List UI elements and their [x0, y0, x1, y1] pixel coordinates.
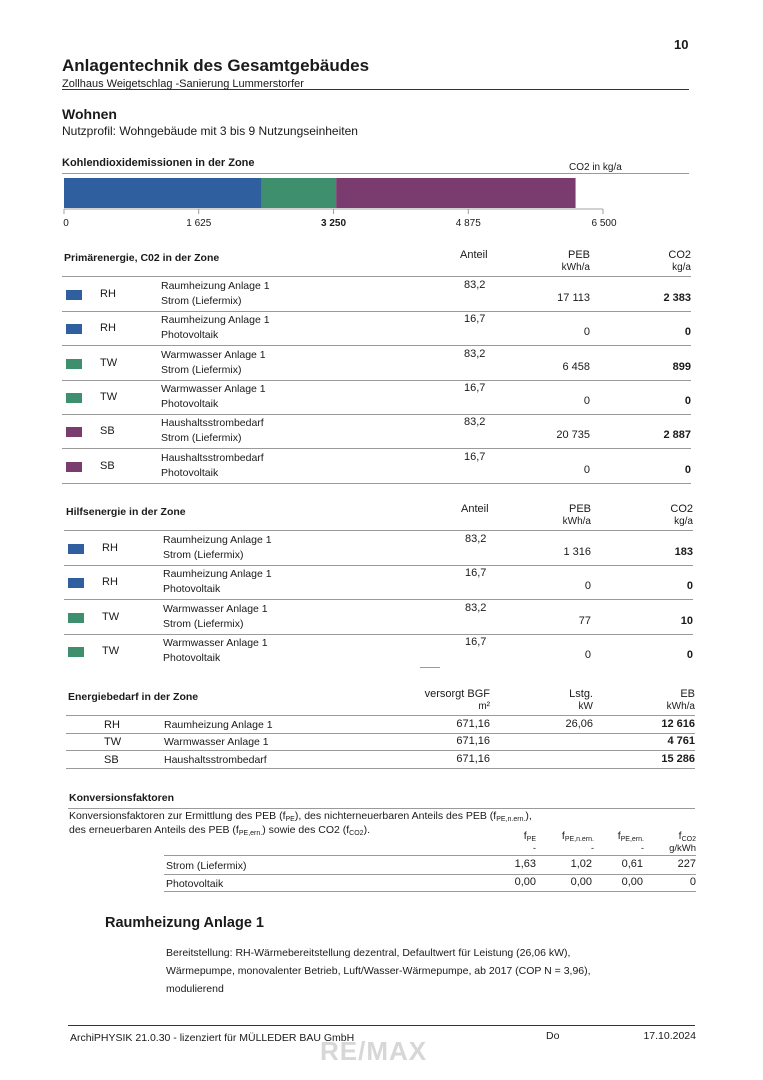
- row-divider: [64, 565, 693, 566]
- demand-col-bgf: versorgt BGF: [424, 688, 490, 700]
- row-eb: 12 616: [661, 718, 695, 730]
- row-code: RH: [100, 322, 116, 335]
- demand-col-eb-unit: kWh/a: [666, 701, 695, 712]
- row-fco2: 227: [677, 858, 696, 870]
- row-code: SB: [100, 459, 115, 472]
- row-anteil: 16,7: [465, 635, 487, 648]
- row-label-line2: Strom (Liefermix): [161, 432, 242, 445]
- row-fco2: 0: [689, 875, 696, 888]
- zone-profile: Nutzprofil: Wohngebäude mit 3 bis 9 Nutzungseinheiten: [62, 124, 358, 138]
- color-swatch: [68, 578, 84, 588]
- row-label-line2: Photovoltaik: [161, 397, 219, 410]
- row-anteil: 83,2: [464, 279, 486, 291]
- row-peb: 0: [584, 648, 591, 661]
- aux-col-anteil: Anteil: [461, 503, 489, 515]
- primary-col-co2-unit: kg/a: [672, 262, 691, 273]
- remax-watermark: RE/MAX: [320, 1036, 428, 1066]
- row-code: RH: [102, 542, 118, 554]
- row-code: TW: [104, 736, 122, 749]
- row-anteil: 83,2: [465, 533, 487, 545]
- conv-head-fpe-nern: fPE,n.ern.: [561, 830, 594, 843]
- row-bgf: 671,16: [456, 735, 490, 748]
- color-swatch: [68, 613, 84, 623]
- conv-head-fpe: fPE: [523, 830, 536, 843]
- color-swatch: [68, 544, 84, 554]
- primary-col-anteil: Anteil: [460, 249, 488, 261]
- conv-head-fco2: fCO2: [678, 830, 696, 843]
- row-label-line2: Photovoltaik: [163, 583, 221, 596]
- x-tick-label: 3 250: [320, 218, 347, 229]
- row-anteil: 16,7: [465, 567, 487, 580]
- row-fpe-ern: 0,00: [621, 875, 643, 888]
- row-label: Raumheizung Anlage 1: [164, 719, 273, 731]
- row-divider: [62, 414, 691, 415]
- row-anteil: 83,2: [464, 416, 486, 429]
- row-label-line1: Haushaltsstrombedarf: [161, 451, 264, 464]
- conv-head-fpe-ern: fPE,ern.: [617, 830, 644, 843]
- demand-col-bgf-unit: m²: [478, 701, 490, 712]
- zone-name: Wohnen: [62, 106, 117, 122]
- page-subtitle: Zollhaus Weigetschlag -Sanierung Lummerstorfer: [62, 78, 304, 90]
- row-peb: 20 735: [556, 429, 590, 442]
- row-peb: 0: [584, 580, 591, 593]
- x-tick-label: 0: [63, 218, 69, 229]
- row-label-line1: Warmwasser Anlage 1: [161, 382, 266, 395]
- row-bgf: 671,16: [456, 718, 490, 730]
- row-co2: 2 887: [663, 429, 691, 442]
- row-co2: 0: [684, 463, 691, 476]
- row-code: RH: [104, 719, 120, 731]
- row-fpe-nern: 1,02: [570, 858, 592, 870]
- row-label-line1: Raumheizung Anlage 1: [163, 568, 272, 581]
- conv-head-fpe-ern-unit: -: [641, 843, 644, 853]
- conv-head-fco2-unit: g/kWh: [669, 843, 696, 854]
- aux-head-rule: [64, 530, 693, 531]
- row-fpe: 1,63: [514, 858, 536, 870]
- row-label-line1: Warmwasser Anlage 1: [161, 348, 266, 361]
- row-peb: 0: [583, 394, 590, 407]
- row-divider: [62, 448, 691, 449]
- color-swatch: [66, 359, 82, 369]
- row-label-line2: Strom (Liefermix): [163, 549, 244, 561]
- footer-day: Do: [546, 1030, 560, 1042]
- row-divider: [62, 483, 691, 484]
- conversion-desc-line1: Konversionsfaktoren zur Ermittlung des PEB (fPE), des nichterneuerbaren Anteils des PEB (fPE,n.ern.),: [69, 810, 532, 823]
- row-peb: 6 458: [562, 360, 590, 373]
- footer-software: ArchiPHYSIK 21.0.30 - lizenziert für MÜLLEDER BAU GmbH: [70, 1032, 355, 1044]
- row-peb: 0: [583, 326, 590, 339]
- color-swatch: [66, 462, 82, 472]
- row-label-line1: Raumheizung Anlage 1: [161, 314, 270, 327]
- row-label: Photovoltaik: [166, 877, 224, 890]
- aux-col-co2: CO2: [670, 503, 693, 515]
- primary-col-peb-unit: kWh/a: [561, 262, 590, 273]
- bar-segment-sb: [336, 178, 575, 208]
- co2-chart-title: Kohlendioxidemissionen in der Zone: [62, 157, 255, 169]
- row-co2: 0: [686, 580, 693, 593]
- co2-unit-label: CO2 in kg/a: [569, 162, 622, 173]
- row-label-line2: Photovoltaik: [161, 329, 219, 342]
- row-peb: 77: [578, 614, 591, 627]
- row-bgf: 671,16: [456, 752, 490, 765]
- row-label: Strom (Liefermix): [166, 860, 247, 872]
- row-divider: [66, 750, 695, 751]
- row-co2: 0: [684, 326, 691, 339]
- system-line-3: modulierend: [166, 983, 224, 995]
- row-label-line2: Photovoltaik: [161, 466, 219, 479]
- footer-date: 17.10.2024: [643, 1030, 696, 1042]
- conversion-rule: [68, 808, 695, 809]
- row-eb: 4 761: [667, 735, 695, 748]
- row-eb: 15 286: [661, 752, 695, 765]
- row-fpe: 0,00: [514, 875, 536, 888]
- row-code: TW: [100, 356, 118, 369]
- demand-col-lstg-unit: kW: [578, 701, 593, 712]
- row-divider: [66, 733, 695, 734]
- color-swatch: [68, 647, 84, 657]
- demand-head-rule: [66, 715, 695, 716]
- color-swatch: [66, 324, 82, 334]
- footer-rule: [68, 1025, 695, 1026]
- row-fpe-nern: 0,00: [570, 875, 592, 888]
- system-line-2: Wärmepumpe, monovalenter Betrieb, Luft/Wasser-Wärmepumpe, ab 2017 (COP N = 3,96),: [166, 965, 591, 977]
- row-divider: [164, 891, 696, 892]
- row-code: TW: [102, 610, 120, 623]
- x-tick-label: 1 625: [186, 218, 212, 229]
- row-code: RH: [102, 576, 118, 589]
- row-anteil: 83,2: [464, 347, 486, 360]
- demand-col-eb: EB: [680, 688, 695, 700]
- row-co2: 10: [680, 614, 693, 627]
- page-title: Anlagentechnik des Gesamtgebäudes: [62, 56, 370, 75]
- row-co2: 0: [684, 394, 691, 407]
- row-divider: [64, 599, 693, 600]
- page-number: 10: [674, 37, 689, 52]
- row-label-line1: Raumheizung Anlage 1: [161, 280, 270, 292]
- row-label-line1: Haushaltsstrombedarf: [161, 417, 264, 430]
- x-tick-label: 6 500: [591, 218, 617, 229]
- x-tick-label: 4 875: [455, 218, 481, 229]
- header-rule: [62, 89, 689, 90]
- row-code: SB: [100, 425, 115, 438]
- row-co2: 183: [674, 546, 693, 558]
- conv-head-fpe-unit: -: [533, 843, 536, 853]
- conversion-desc-line2: des erneuerbaren Anteils des PEB (fPE,ern.) sowie des CO2 (fCO2).: [69, 824, 370, 837]
- row-divider: [62, 311, 691, 312]
- bar-segment-rh: [64, 178, 262, 208]
- primary-section-title: Primärenergie, C02 in der Zone: [64, 252, 220, 264]
- row-peb: 0: [583, 463, 590, 476]
- row-co2: 2 383: [663, 292, 691, 304]
- row-label-line1: Raumheizung Anlage 1: [163, 534, 272, 546]
- row-peb: 1 316: [563, 546, 591, 558]
- demand-col-lstg: Lstg.: [569, 688, 593, 700]
- row-anteil: 16,7: [464, 381, 486, 394]
- row-fpe-ern: 0,61: [621, 858, 643, 870]
- system-line-1: Bereitstellung: RH-Wärmebereitstellung dezentral, Defaultwert für Leistung (26,06 kW),: [166, 947, 571, 959]
- row-code: TW: [102, 644, 120, 657]
- row-label-line1: Warmwasser Anlage 1: [163, 636, 268, 649]
- row-label-line1: Warmwasser Anlage 1: [163, 602, 268, 615]
- row-divider-stub: [420, 667, 440, 668]
- conv-head-rule: [164, 855, 696, 856]
- aux-col-co2-unit: kg/a: [674, 516, 693, 527]
- conv-head-fpe-nern-unit: -: [591, 843, 594, 853]
- aux-section-title: Hilfsenergie in der Zone: [66, 506, 186, 518]
- row-anteil: 16,7: [464, 313, 486, 326]
- row-label: Haushaltsstrombedarf: [164, 753, 267, 766]
- aux-col-peb-unit: kWh/a: [562, 516, 591, 527]
- row-label-line2: Strom (Liefermix): [161, 363, 242, 376]
- conversion-title: Konversionsfaktoren: [69, 792, 175, 804]
- system-title: Raumheizung Anlage 1: [105, 915, 264, 931]
- row-label-line2: Photovoltaik: [163, 651, 221, 664]
- row-divider: [66, 768, 695, 769]
- row-anteil: 83,2: [465, 601, 487, 614]
- row-code: SB: [104, 753, 119, 766]
- row-label: Warmwasser Anlage 1: [164, 736, 269, 749]
- row-co2: 899: [672, 360, 691, 373]
- row-code: TW: [100, 390, 118, 403]
- primary-col-co2: CO2: [668, 249, 691, 261]
- color-swatch: [66, 393, 82, 403]
- row-divider: [64, 634, 693, 635]
- color-swatch: [66, 427, 82, 437]
- row-code: RH: [100, 288, 116, 300]
- row-divider: [164, 874, 696, 875]
- row-divider: [62, 345, 691, 346]
- row-anteil: 16,7: [464, 450, 486, 463]
- co2-stacked-bar-chart: [0, 170, 763, 232]
- row-label-line2: Strom (Liefermix): [163, 617, 244, 630]
- color-swatch: [66, 290, 82, 300]
- primary-head-rule: [62, 276, 691, 277]
- demand-section-title: Energiebedarf in der Zone: [68, 691, 199, 703]
- aux-col-peb: PEB: [568, 503, 591, 515]
- row-co2: 0: [686, 648, 693, 661]
- bar-segment-tw: [262, 178, 337, 208]
- row-lstg: 26,06: [565, 718, 593, 730]
- primary-col-peb: PEB: [567, 249, 590, 261]
- row-divider: [62, 380, 691, 381]
- row-peb: 17 113: [557, 292, 590, 304]
- row-label-line2: Strom (Liefermix): [161, 295, 242, 307]
